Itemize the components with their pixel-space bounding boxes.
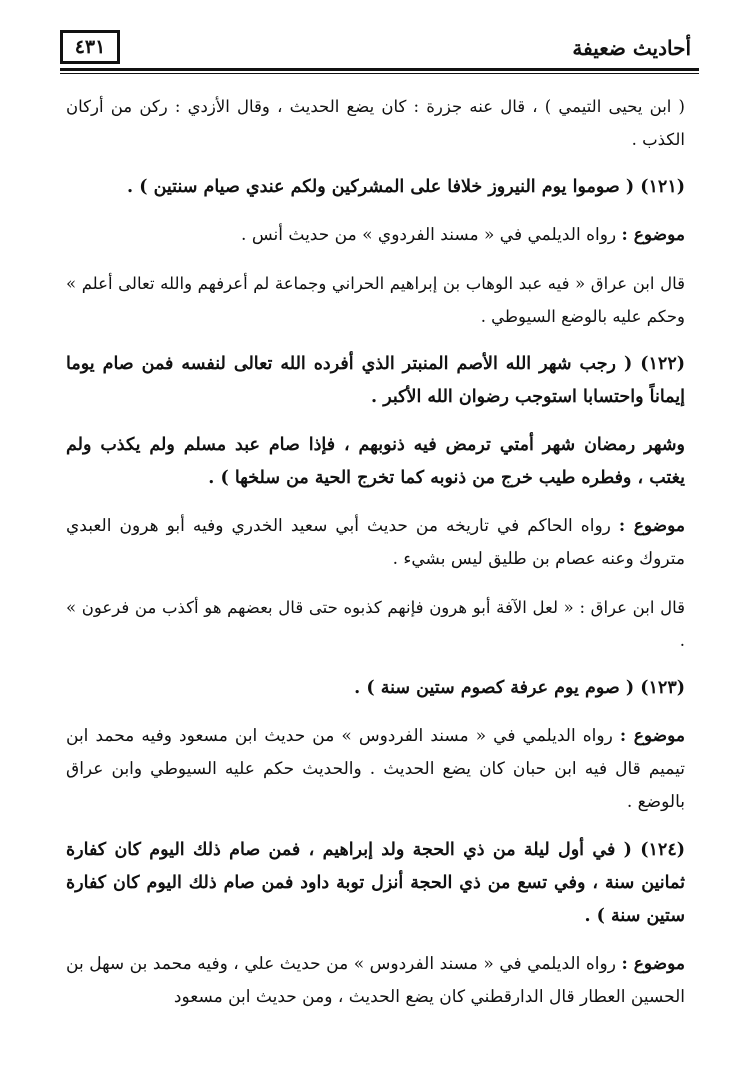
hadith-text: (١٢٣) ( صوم يوم عرفة كصوم ستين سنة ) . — [354, 678, 685, 698]
verdict-label: موضوع : — [621, 954, 685, 974]
note-122 — [66, 591, 685, 657]
page-header — [60, 30, 699, 74]
paragraph-text: قال ابن عراق « فيه عبد الوهاب بن إبراهيم الحراني وجماعة لم أعرفهم والله تعالى أعلم » وحكم عليه بالوضع السيوطي . — [66, 274, 685, 326]
verdict-text: رواه الديلمي في « مسند الفردوس » من حديث ابن مسعود وفيه محمد ابن تيميم قال فيه ابن حبان كان يضع الحديث . والحديث حكم عليه السيوطي وابن عراق بالوضع . — [66, 726, 685, 812]
hadith-122 — [66, 348, 685, 414]
header-rule-thick — [60, 68, 699, 71]
verdict-label: موضوع : — [621, 225, 685, 245]
verdict-text: رواه الديلمي في « مسند الفردوي » من حديث أنس . — [241, 225, 622, 245]
hadith-122-continued — [66, 429, 685, 495]
hadith-text: (١٢١) ( صوموا يوم النيروز خلافا على المشركين ولكم عندي صيام سنتين ) . — [127, 177, 685, 197]
paragraph-note — [66, 90, 685, 156]
verdict-121 — [66, 219, 685, 252]
verdict-text: رواه الحاكم في تاريخه من حديث أبي سعيد الخدري وفيه أبو هرون العبدي متروك وعنه عصام بن طليق ليس بشيء . — [66, 516, 685, 569]
paragraph-text: قال ابن عراق : « لعل الآفة أبو هرون فإنهم كذبوه حتى قال بعضهم هو أكذب من فرعون » . — [66, 598, 685, 650]
note-121 — [66, 267, 685, 333]
verdict-text: رواه الديلمي في « مسند الفردوس » من حديث علي ، وفيه محمد بن سهل بن الحسين العطار قال الدارقطني كان يضع الحديث ، ومن حديث ابن مسعود — [66, 954, 685, 1007]
hadith-text: (١٢٤) ( في أول ليلة من ذي الحجة ولد إبراهيم ، فمن صام ذلك اليوم كان كفارة ثمانين سنة ، وفي تسع من ذي الحجة أنزل توبة داود فمن صام ذلك اليوم كان كفارة ستين سنة ) . — [66, 840, 685, 926]
verdict-label: موضوع : — [618, 516, 685, 536]
header-rule-thin — [60, 73, 699, 74]
verdict-label: موضوع : — [619, 726, 685, 746]
running-title: أحاديث ضعيفة — [572, 36, 691, 60]
hadith-text: (١٢٢) ( رجب شهر الله الأصم المنبتر الذي أفرده الله تعالى لنفسه فمن صام يوما إيماناً واحتسابا استوجب رضوان الله الأكبر . — [66, 354, 685, 407]
verdict-122 — [66, 510, 685, 576]
paragraph-text: ( ابن يحيى التيمي ) ، قال عنه جزرة : كان يضع الحديث ، وقال الأزدي : ركن من أركان الكذب . — [66, 97, 685, 149]
hadith-121 — [66, 171, 685, 204]
hadith-124 — [66, 834, 685, 933]
hadith-text: وشهر رمضان شهر أمتي ترمض فيه ذنوبهم ، فإذا صام عبد مسلم ولم يكذب ولم يغتب ، وفطره طيب خرج من ذنوبه كما تخرج الحية من سلخها ) . — [66, 435, 685, 488]
hadith-123 — [66, 672, 685, 705]
page-number: ٤٣١ — [60, 30, 120, 64]
verdict-124 — [66, 948, 685, 1014]
page-body — [66, 90, 685, 1029]
verdict-123 — [66, 720, 685, 819]
